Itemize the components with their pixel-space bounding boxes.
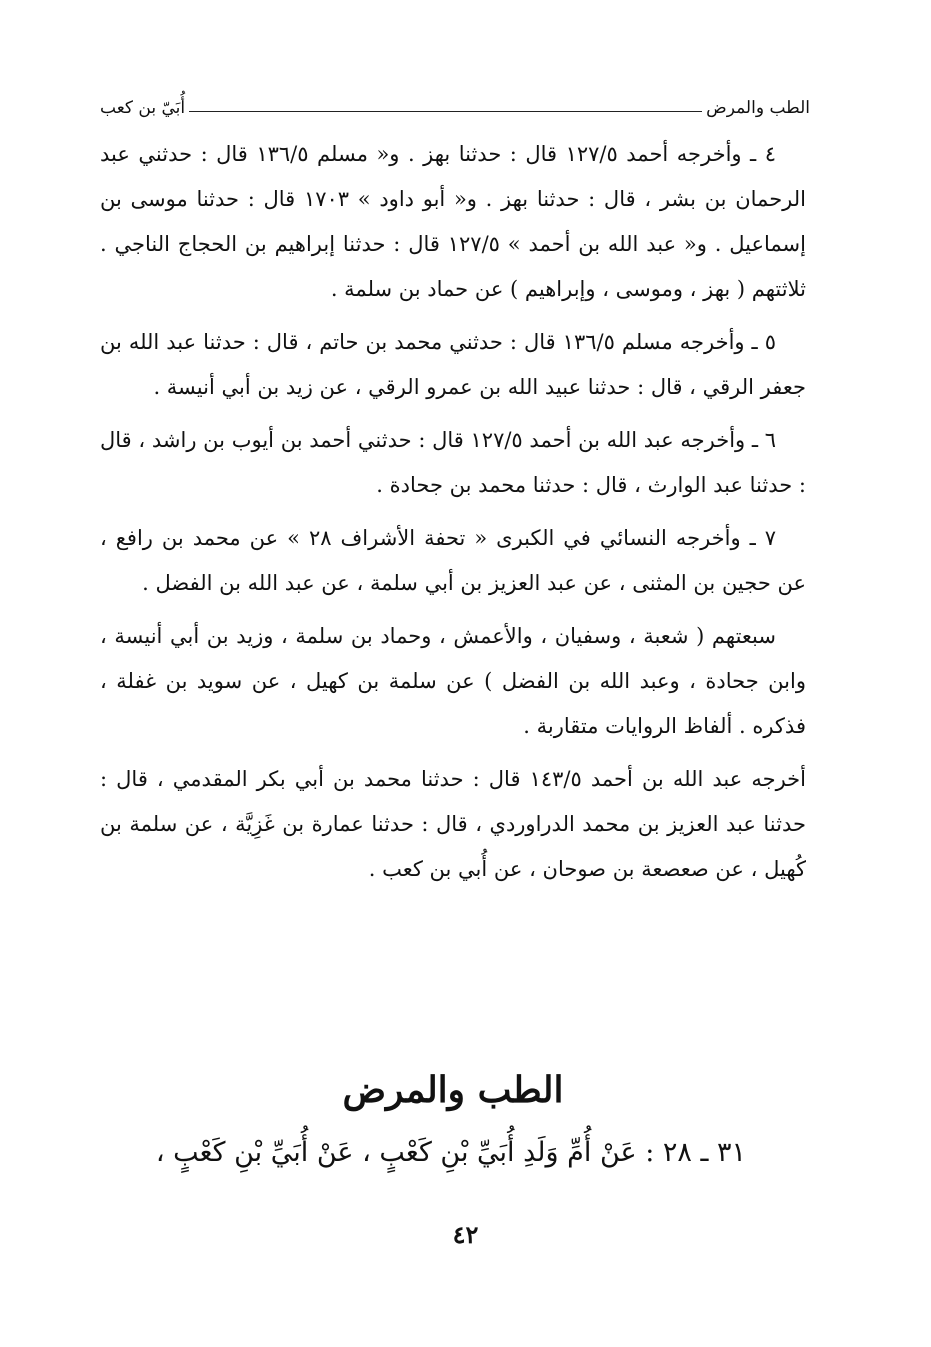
header-rule xyxy=(189,111,702,112)
page-number: ٤٢ xyxy=(452,1220,479,1249)
takhrij-paragraph-4: ٤ ـ وأخرجه أحمد ١٢٧/٥ قال : حدثنا بهز . و« مسلم ١٣٦/٥ قال : حدثني عبد الرحمان بن بشر ، قال : حدثنا بهز . و« أبو داود » ١٧٠٣ قال : حدثنا موسى بن إسماعيل . و« عبد الله بن أحمد » ١٢٧/٥ قال : حدثنا إبراهيم بن الحجاج الناجي . ثلاثتهم ( بهز ، وموسى ، وإبراهيم ) عن حماد بن سلمة . xyxy=(100,142,807,301)
section-heading: الطب والمرض xyxy=(342,1069,564,1111)
header-chapter-title: الطب والمرض xyxy=(706,98,810,118)
header-companion-name: أُبَيّ بن كعب xyxy=(100,98,186,118)
takhrij-paragraph-6: ٦ ـ وأخرجه عبد الله بن أحمد ١٢٧/٥ قال : حدثني أحمد بن أيوب بن راشد ، قال : حدثنا عبد الوارث ، قال : حدثنا محمد بن جحادة . xyxy=(100,428,806,497)
hadith-line: ٣١ ـ ٢٨ : عَنْ أُمِّ وَلَدِ أُبَيِّ بْنِ كَعْبٍ ، عَنْ أُبَيِّ بْنِ كَعْبٍ ، xyxy=(155,1137,746,1168)
running-header xyxy=(100,88,810,118)
body-text xyxy=(100,132,806,900)
summary-paragraph: سبعتهم ( شعبة ، وسفيان ، والأعمش ، وحماد بن سلمة ، وزيد بن أبي أنيسة ، وابن جحادة ، وعبد الله بن الفضل ) عن سلمة بن كهيل ، عن سويد بن غفلة ، فذكره . ألفاظ الروايات متقاربة . xyxy=(100,624,806,738)
takhrij-paragraph-7: ٧ ـ وأخرجه النسائي في الكبرى « تحفة الأشراف ٢٨ » عن محمد بن رافع ، عن حجين بن المثنى ، عن عبد العزيز بن أبي سلمة ، عن عبد الله بن الفضل . xyxy=(100,526,806,595)
takhrij-paragraph-final: أخرجه عبد الله بن أحمد ١٤٣/٥ قال : حدثنا محمد بن أبي بكر المقدمي ، قال : حدثنا عبد العزيز بن محمد الدراوردي ، قال : حدثنا عمارة بن غَزِيَّة ، عن سلمة بن كُهيل ، عن صعصعة بن صوحان ، عن أُبي بن كعب . xyxy=(100,767,806,881)
takhrij-paragraph-5: ٥ ـ وأخرجه مسلم ١٣٦/٥ قال : حدثني محمد بن حاتم ، قال : حدثنا عبد الله بن جعفر الرقي ، قال : حدثنا عبيد الله بن عمرو الرقي ، عن زيد بن أبي أنيسة . xyxy=(100,330,806,399)
